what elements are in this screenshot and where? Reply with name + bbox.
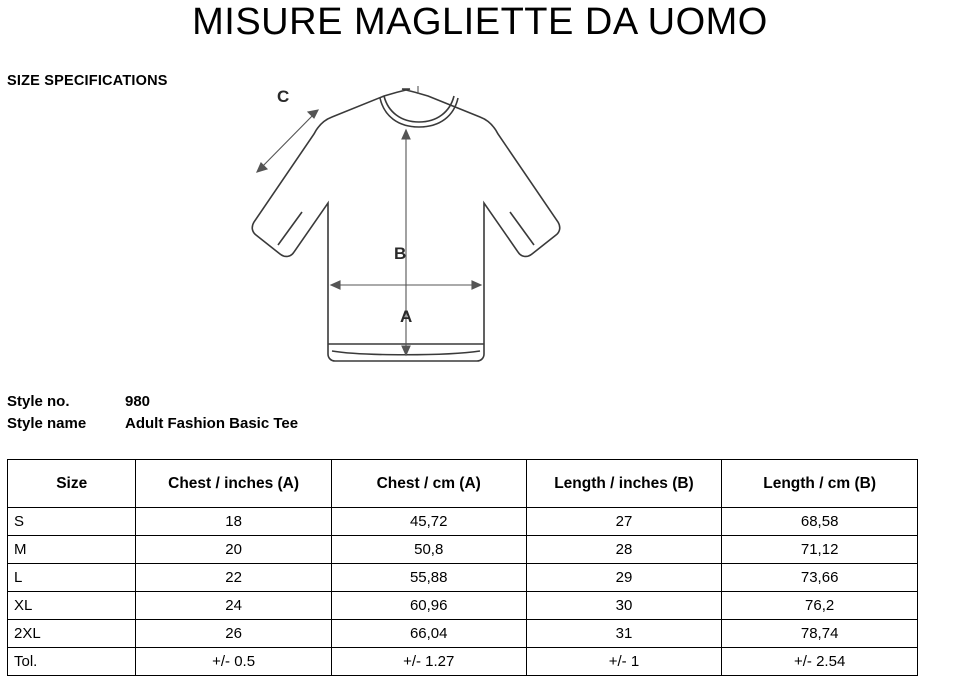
style-number-row	[7, 391, 298, 413]
cell-length-cm: 73,66	[722, 564, 918, 592]
cell-size: XL	[8, 592, 136, 620]
table-row	[8, 592, 918, 620]
cell-length-inches: 31	[526, 620, 722, 648]
tshirt-diagram	[232, 72, 612, 372]
cell-chest-inches: 26	[136, 620, 331, 648]
diagram-label-c: C	[277, 87, 290, 106]
cell-size: 2XL	[8, 620, 136, 648]
style-info	[7, 391, 298, 435]
cell-length-inches: 30	[526, 592, 722, 620]
diagram-label-a: A	[400, 307, 413, 326]
cell-length-inches: +/- 1	[526, 648, 722, 676]
cell-length-inches: 28	[526, 536, 722, 564]
cell-chest-cm: 66,04	[331, 620, 526, 648]
style-name-label: Style name	[7, 415, 87, 432]
table-header-chest-cm: Chest / cm (A)	[331, 460, 526, 508]
size-specifications-label: SIZE SPECIFICATIONS	[7, 73, 168, 89]
table-row	[8, 620, 918, 648]
style-number-value: 980	[125, 393, 151, 410]
diagram-label-b: B	[394, 244, 407, 263]
cell-length-inches: 27	[526, 508, 722, 536]
table-header-row	[8, 460, 918, 508]
table-row	[8, 648, 918, 676]
size-table	[7, 459, 918, 676]
cell-chest-inches: 22	[136, 564, 331, 592]
cell-length-cm: 71,12	[722, 536, 918, 564]
cell-chest-cm: 55,88	[331, 564, 526, 592]
cell-chest-inches: +/- 0.5	[136, 648, 331, 676]
table-row	[8, 536, 918, 564]
cell-length-cm: 68,58	[722, 508, 918, 536]
table-header-chest-inches: Chest / inches (A)	[136, 460, 331, 508]
style-number-label: Style no.	[7, 393, 70, 410]
cell-size: Tol.	[8, 648, 136, 676]
cell-chest-cm: 60,96	[331, 592, 526, 620]
cell-size: S	[8, 508, 136, 536]
table-header-size: Size	[8, 460, 136, 508]
cell-length-cm: +/- 2.54	[722, 648, 918, 676]
cell-chest-inches: 20	[136, 536, 331, 564]
table-row	[8, 564, 918, 592]
table-header-length-inches: Length / inches (B)	[526, 460, 722, 508]
cell-length-inches: 29	[526, 564, 722, 592]
table-body	[8, 508, 918, 676]
style-name-row	[7, 413, 298, 435]
table-header	[8, 460, 918, 508]
page-title: MISURE MAGLIETTE DA UOMO	[192, 1, 768, 43]
cell-chest-cm: 45,72	[331, 508, 526, 536]
table-row	[8, 508, 918, 536]
cell-size: M	[8, 536, 136, 564]
tshirt-measurement-icon	[232, 72, 612, 372]
cell-length-cm: 78,74	[722, 620, 918, 648]
cell-chest-inches: 24	[136, 592, 331, 620]
cell-chest-cm: 50,8	[331, 536, 526, 564]
style-name-value: Adult Fashion Basic Tee	[125, 415, 299, 432]
cell-chest-cm: +/- 1.27	[331, 648, 526, 676]
table-header-length-cm: Length / cm (B)	[722, 460, 918, 508]
cell-size: L	[8, 564, 136, 592]
cell-length-cm: 76,2	[722, 592, 918, 620]
cell-chest-inches: 18	[136, 508, 331, 536]
